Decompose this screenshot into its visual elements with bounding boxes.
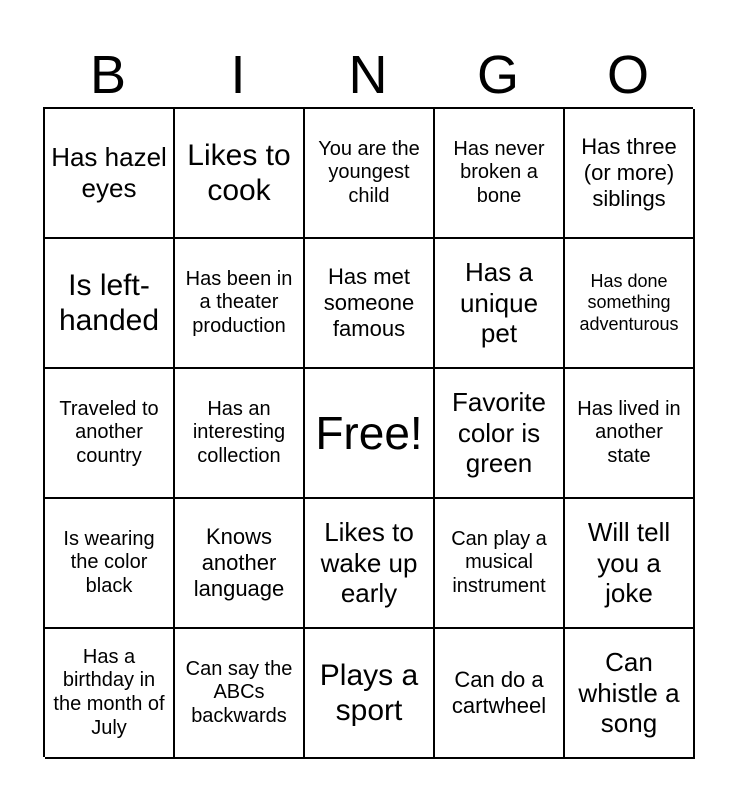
header-letter-o: O — [606, 45, 649, 105]
cell-text: Likes to wake up early — [320, 516, 418, 609]
cell-text: Will tell you a joke — [587, 516, 671, 609]
bingo-cell[interactable] — [565, 109, 695, 239]
cell-text: Is wearing the color black — [63, 527, 155, 597]
header-letter-b: B — [89, 45, 127, 105]
bingo-cell[interactable] — [305, 109, 435, 239]
bingo-cell[interactable] — [175, 239, 305, 369]
bingo-cell[interactable] — [565, 629, 695, 759]
bingo-cell[interactable] — [435, 369, 565, 499]
cell-text: Can say the ABCs backwards — [185, 657, 293, 727]
cell-text: Has been in a theater production — [185, 267, 293, 337]
cell-text: Is left-handed — [58, 268, 160, 337]
cell-text: Knows another language — [193, 524, 285, 601]
cell-text: Can do a cartwheel — [451, 667, 547, 718]
cell-text: Favorite color is green — [452, 386, 546, 479]
bingo-cell[interactable] — [435, 239, 565, 369]
cell-text: Traveled to another country — [59, 397, 159, 467]
cell-text: You are the youngest child — [318, 137, 420, 207]
header-letter-i: I — [230, 45, 246, 105]
bingo-cell[interactable] — [565, 239, 695, 369]
bingo-cell[interactable] — [45, 369, 175, 499]
bingo-cell[interactable] — [305, 629, 435, 759]
bingo-cell[interactable] — [175, 369, 305, 499]
bingo-cell[interactable] — [45, 109, 175, 239]
bingo-cell[interactable] — [565, 369, 695, 499]
bingo-cell[interactable] — [305, 239, 435, 369]
cell-text: Likes to cook — [187, 138, 291, 207]
bingo-cell[interactable] — [45, 239, 175, 369]
cell-text: Has done something adventurous — [579, 271, 679, 334]
header-letter-n: N — [348, 45, 388, 105]
cell-text: Has met someone famous — [323, 264, 415, 341]
bingo-cell[interactable] — [45, 499, 175, 629]
cell-text: Has a birthday in the month of July — [53, 645, 165, 739]
free-space-text: Free! — [315, 406, 423, 459]
cell-text: Has an interesting collection — [192, 397, 286, 467]
bingo-cell[interactable] — [435, 109, 565, 239]
bingo-cell[interactable] — [175, 109, 305, 239]
free-space-cell[interactable] — [305, 369, 435, 499]
bingo-cell[interactable] — [305, 499, 435, 629]
bingo-board — [43, 107, 693, 757]
header-letter-g: G — [476, 45, 519, 105]
bingo-cell[interactable] — [435, 499, 565, 629]
cell-text: Can whistle a song — [578, 646, 680, 739]
cell-text: Can play a musical instrument — [451, 527, 547, 597]
bingo-cell[interactable] — [45, 629, 175, 759]
bingo-cell[interactable] — [565, 499, 695, 629]
cell-text: Plays a sport — [319, 658, 419, 727]
bingo-header — [43, 44, 693, 106]
cell-text: Has hazel eyes — [51, 142, 167, 203]
bingo-cell[interactable] — [175, 499, 305, 629]
cell-text: Has never broken a bone — [453, 137, 545, 207]
cell-text: Has lived in another state — [577, 397, 681, 467]
bingo-cell[interactable] — [175, 629, 305, 759]
cell-text: Has a unique pet — [459, 256, 539, 349]
bingo-cell[interactable] — [435, 629, 565, 759]
cell-text: Has three (or more) siblings — [581, 134, 677, 211]
